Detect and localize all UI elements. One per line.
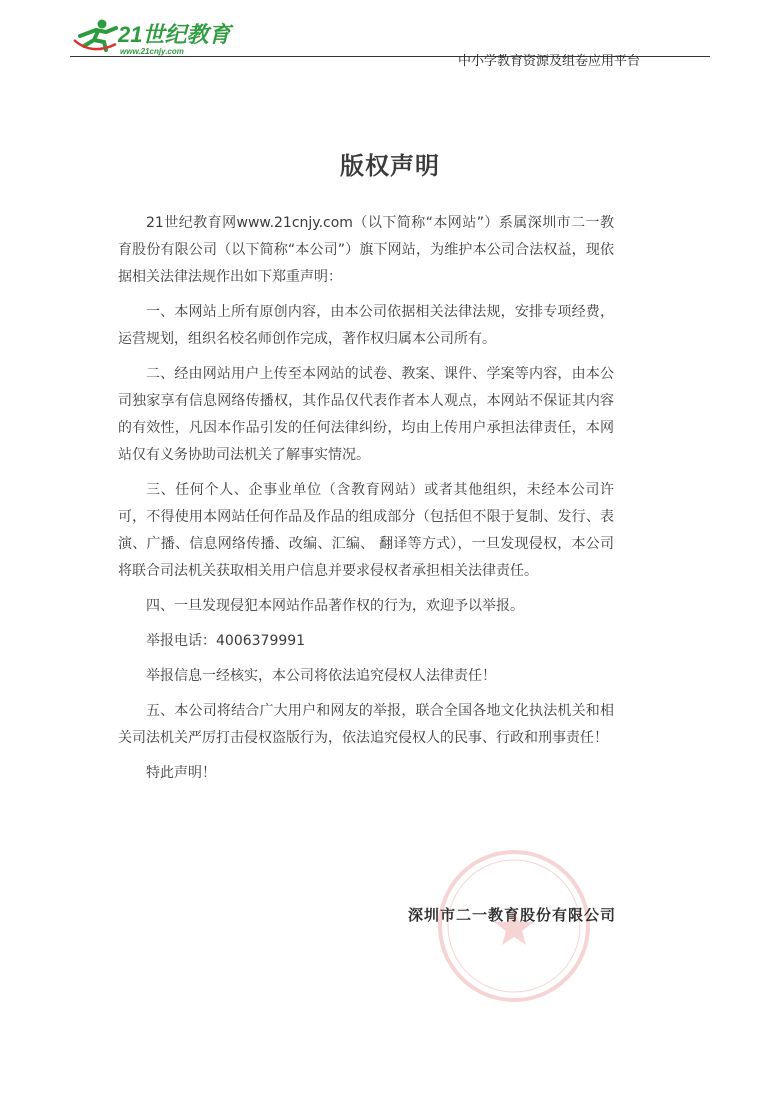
company-signature: 深圳市二一教育股份有限公司 [407,906,616,924]
clause-2-paragraph: 二、经由网站用户上传至本网站的试卷、教案、课件、学案等内容，由本公司独家享有信息网络传播权，其作品仅代表作者本人观点，本网站不保证其内容的有效性，凡因本作品引发的任何法律纠纷，均由上传用户承担法律责任，本网站仅有义务协助司法机关了解事实情况。 [118,366,614,463]
report-phone: 举报电话：4006379991 [146,633,306,649]
page-title: 版权声明 [340,152,440,180]
logo-text: 21世纪教育 [118,22,231,47]
company-seal-icon [434,846,594,1006]
site-logo[interactable] [72,16,252,56]
closing-statement: 特此声明！ [146,765,216,781]
clause-5-paragraph: 五、本公司将结合广大用户和网友的举报，联合全国各地文化执法机关和相关司法机关严厉打击侵权盗版行为，依法追究侵权人的民事、行政和刑事责任！ [118,703,614,746]
page-header [70,14,710,69]
intro-paragraph: 21世纪教育网www.21cnjy.com（以下简称“本网站”）系属深圳市二一教育股份有限公司（以下简称“本公司”）旗下网站，为维护本公司合法权益，现依据相关法律法规作出如下郑重声明： [118,215,614,285]
declaration-body [118,210,614,795]
runner-logo-icon [72,16,252,56]
clause-4-paragraph: 四、一旦发现侵犯本网站作品著作权的行为，欢迎予以举报。 [146,598,524,614]
logo-url-text: www.21cnjy.com [120,47,184,56]
platform-tagline: 中小学教育资源及组卷应用平台 [457,54,640,69]
report-verification-note: 举报信息一经核实，本公司将依法追究侵权人法律责任！ [146,668,496,684]
header-divider [70,56,710,57]
clause-3-paragraph: 三、任何个人、企事业单位（含教育网站）或者其他组织，未经本公司许可，不得使用本网站任何作品及作品的组成部分（包括但不限于复制、发行、表演、广播、信息网络传播、改编、汇编、 翻译等方式），一旦发现侵权，本公司将联合司法机关获取相关用户信息并要求侵权者承担相关法律责任。 [118,482,614,579]
clause-1-paragraph: 一、本网站上所有原创内容，由本公司依据相关法律法规，安排专项经费，运营规划，组织名校名师创作完成，著作权归属本公司所有。 [118,304,614,347]
